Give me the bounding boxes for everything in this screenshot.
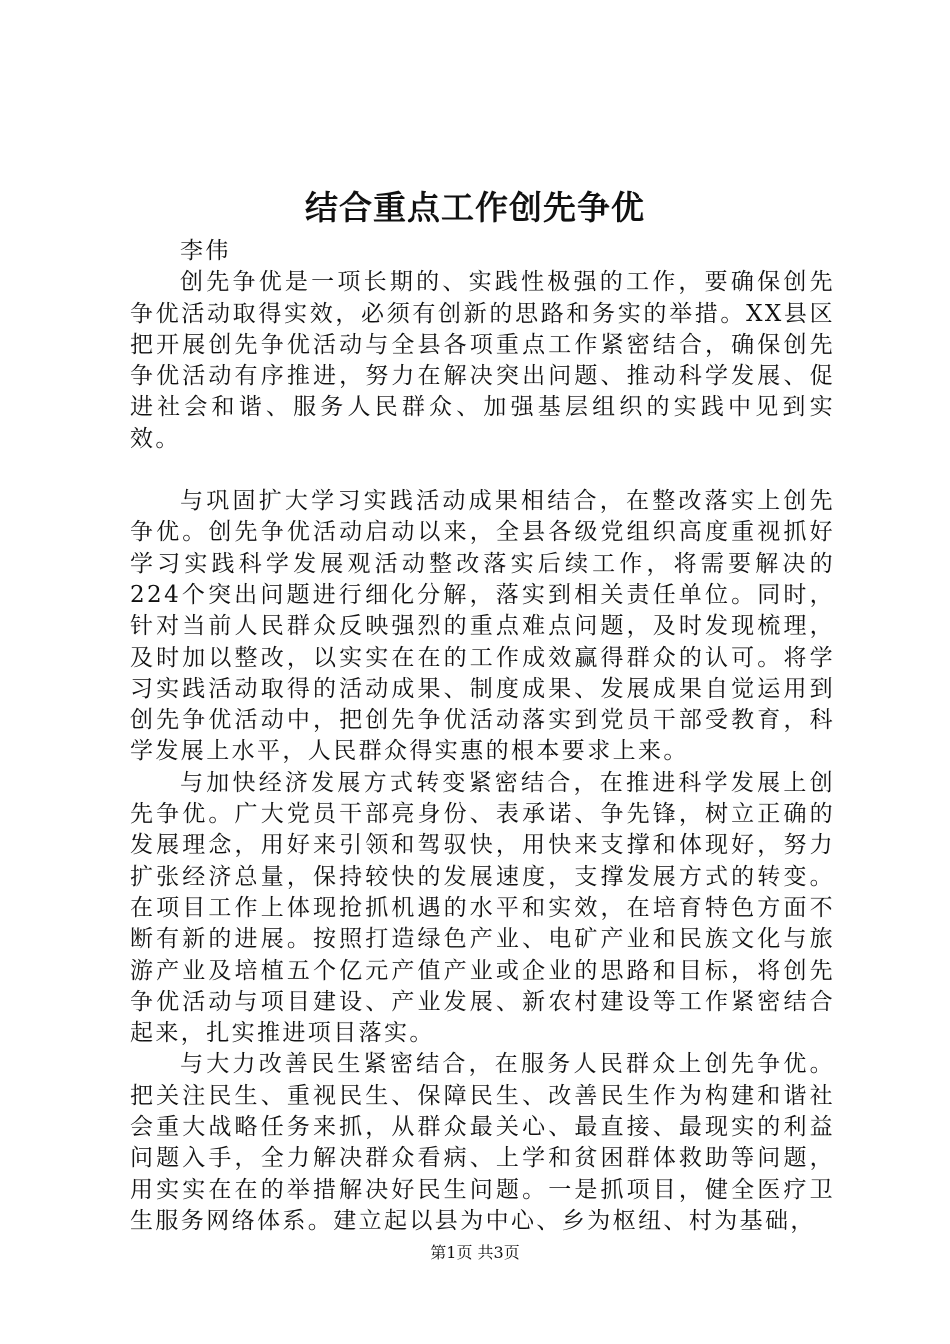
author-name: 李伟 [180,238,231,264]
paragraph-livelihood: 与大力改善民生紧密结合，在服务人民群众上创先争优。把关注民生、重视民生、保障民生、改善民生作为构建和谐社会重大战略任务来抓，从群众最关心、最直接、最现实的利益问题入手，全力解决群众看病、上学和贫困群体救助等问题，用实实在在的举措解决好民生问题。一是抓项目，健全医疗卫生服务网络体系。建立起以县为中心、乡为枢纽、村为基础， [130,1051,835,1234]
paragraph-economic-development: 与加快经济发展方式转变紧密结合，在推进科学发展上创先争优。广大党员干部亮身份、表承诺、争先锋，树立正确的发展理念，用好来引领和驾驭快，用快来支撑和体现好，努力扩张经济总量，保持较快的发展速度，支撑发展方式的转变。在项目工作上体现抢抓机遇的水平和实效，在培育特色方面不断有新的进展。按照打造绿色产业、电矿产业和民族文化与旅游产业及培植五个亿元产值产业或企业的思路和目标，将创先争优活动与项目建设、产业发展、新农村建设等工作紧密结合起来，扎实推进项目落实。 [130,769,835,1047]
paragraph-intro: 创先争优是一项长期的、实践性极强的工作，要确保创先争优活动取得实效，必须有创新的思路和务实的举措。XX县区把开展创先争优活动与全县各项重点工作紧密结合，确保创先争优活动有序推进，努力在解决突出问题、推动科学发展、促进社会和谐、服务人民群众、加强基层组织的实践中见到实效。 [130,269,835,452]
document-title: 结合重点工作创先争优 [305,188,645,227]
document-body [130,236,835,1237]
paragraph-spacer [130,455,835,486]
paragraph-study-practice: 与巩固扩大学习实践活动成果相结合，在整改落实上创先争优。创先争优活动启动以来，全县各级党组织高度重视抓好学习实践科学发展观活动整改落实后续工作，将需要解决的224个突出问题进行细化分解，落实到相关责任单位。同时，针对当前人民群众反映强烈的重点难点问题，及时发现梳理，及时加以整改，以实实在在的工作成效赢得群众的认可。将学习实践活动取得的活动成果、制度成果、发展成果自觉运用到创先争优活动中，把创先争优活动落实到党员干部受教育，科学发展上水平，人民群众得实惠的根本要求上来。 [130,488,835,765]
page-footer: 第1页 共3页 [430,1243,520,1262]
